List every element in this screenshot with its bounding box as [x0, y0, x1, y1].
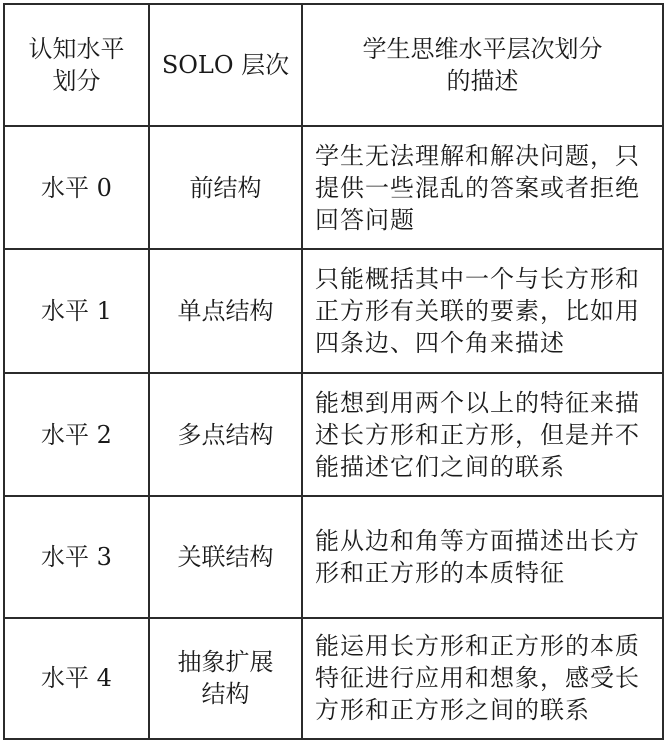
description-cell	[302, 496, 663, 617]
header-solo-level	[149, 4, 302, 126]
level-cell: 水平 0	[4, 126, 149, 249]
solo-cell	[149, 249, 302, 372]
description-cell	[302, 618, 663, 739]
description-line: 述长方形和正方形，但是并不	[315, 420, 640, 449]
solo-line: 抽象扩展	[177, 648, 274, 677]
description-line: 正方形有关联的要素，比如用	[315, 297, 640, 326]
description-line: 特征进行应用和想象，感受长	[315, 664, 640, 693]
solo-line: 前结构	[189, 173, 262, 202]
description-line: 只能概括其中一个与长方形和	[315, 265, 640, 294]
description-cell	[302, 249, 663, 372]
solo-line: 多点结构	[177, 420, 274, 449]
level-cell: 水平 4	[4, 618, 149, 739]
solo-cell	[149, 618, 302, 739]
header-cognitive-level	[4, 4, 149, 126]
description-line: 能从边和角等方面描述出长方	[315, 526, 640, 555]
description-line: 形和正方形的本质特征	[315, 558, 565, 587]
level-cell: 水平 1	[4, 249, 149, 372]
description-line: 学生无法理解和解决问题，只	[315, 141, 640, 170]
solo-line: 单点结构	[177, 297, 274, 326]
description-line: 能描述它们之间的联系	[315, 452, 565, 481]
solo-line: 关联结构	[177, 542, 274, 571]
solo-level-table	[3, 3, 664, 740]
table-row	[4, 496, 663, 617]
solo-line: 结构	[201, 680, 250, 709]
header-description	[302, 4, 663, 126]
description-line: 能运用长方形和正方形的本质	[315, 632, 640, 661]
header-row	[4, 4, 663, 126]
level-cell: 水平 2	[4, 373, 149, 496]
table-row	[4, 249, 663, 372]
description-line: 方形和正方形之间的联系	[315, 696, 590, 725]
header-solo-level-line-1: SOLO 层次	[161, 51, 290, 79]
description-cell	[302, 126, 663, 249]
header-description-line-1: 学生思维水平层次划分	[362, 35, 603, 63]
table-row	[4, 373, 663, 496]
description-line: 回答问题	[315, 205, 415, 234]
header-cognitive-level-line-2: 划分	[52, 67, 101, 95]
description-line: 能想到用两个以上的特征来描	[315, 388, 640, 417]
solo-cell	[149, 373, 302, 496]
solo-cell	[149, 496, 302, 617]
description-line: 四条边、四个角来描述	[315, 329, 565, 358]
table-row	[4, 126, 663, 249]
solo-cell	[149, 126, 302, 249]
level-cell: 水平 3	[4, 496, 149, 617]
description-line: 提供一些混乱的答案或者拒绝	[315, 173, 640, 202]
header-cognitive-level-line-1: 认知水平	[28, 35, 125, 63]
table-row	[4, 618, 663, 739]
header-description-line-2: 的描述	[446, 67, 519, 95]
description-cell	[302, 373, 663, 496]
